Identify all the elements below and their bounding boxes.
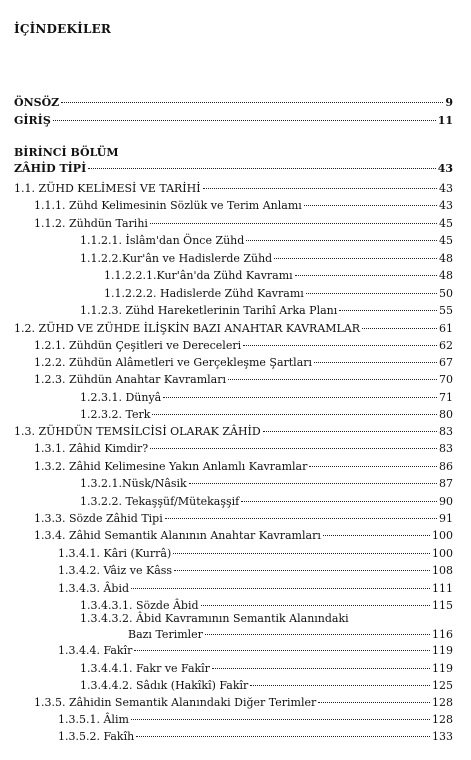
toc-leader-dots <box>295 265 437 276</box>
toc-page-number: 43 <box>439 182 453 195</box>
toc-entry-text: 1.3. ZÜHDÜN TEMSİLCİSİ OLARAK ZÂHİD <box>14 425 261 438</box>
toc-leader-dots <box>131 709 430 720</box>
toc-page-number: 133 <box>432 730 453 743</box>
toc-page-number: 62 <box>439 339 453 352</box>
toc-entry-text: 1.1.2.2.Kur'ân ve Hadislerde Zühd <box>80 252 273 265</box>
toc-entry-text: 1.3.4.4.2. Sâdık (Hakîkî) Fakîr <box>80 679 249 692</box>
toc-entry[interactable] <box>14 161 453 175</box>
toc-page-number: 125 <box>432 679 453 692</box>
toc-entry-giris[interactable] <box>14 113 453 127</box>
toc-entry-text: 1.1.2.1. İslâm'dan Önce Zühd <box>80 234 245 247</box>
toc-leader-dots <box>165 508 437 519</box>
toc-entry-text: 1.3.5. Zâhidin Semantik Alanındaki Diğer Terimler <box>34 696 317 709</box>
toc-page-number: 116 <box>432 628 453 641</box>
toc-leader-dots <box>61 92 443 103</box>
toc-leader-dots <box>314 352 437 363</box>
toc-entry-text: 1.1.2.3. Zühd Hareketlerinin Tarihî Arka Planı <box>80 304 338 317</box>
toc-entry[interactable] <box>34 459 453 473</box>
toc-leader-dots <box>362 318 437 329</box>
toc-entry-text: 1.1.1. Zühd Kelimesinin Sözlük ve Terim Anlamı <box>34 199 302 212</box>
toc-page-number: 80 <box>439 408 453 421</box>
toc-entry-text: 1.3.4.1. Kâri (Kurrâ) <box>58 547 172 560</box>
toc-page-number: 90 <box>439 495 453 508</box>
toc-entry[interactable] <box>80 233 453 247</box>
toc-entry-text: ZÂHİD TİPİ <box>14 162 87 175</box>
toc-page-number: 87 <box>439 477 453 490</box>
toc-entry[interactable] <box>14 181 453 195</box>
toc-entry[interactable] <box>58 712 453 726</box>
toc-leader-dots <box>134 640 430 651</box>
toc-page-number: 115 <box>432 599 453 612</box>
toc-entry[interactable] <box>34 338 453 352</box>
toc-page-number: 61 <box>439 322 453 335</box>
toc-entry[interactable] <box>80 303 453 317</box>
toc-entry-text: 1.3.4. Zâhid Semantik Alanının Anahtar Kavramları <box>34 529 321 542</box>
toc-page-number: 45 <box>439 234 453 247</box>
toc-entry-continuation: Bazı Terimler <box>128 628 203 641</box>
toc-entry-text: 1.3.4.4.1. Fakr ve Fakîr <box>80 662 210 675</box>
toc-entry[interactable] <box>58 643 453 657</box>
toc-entry[interactable] <box>34 198 453 212</box>
toc-entry[interactable] <box>104 268 453 282</box>
toc-page-number: 83 <box>439 442 453 455</box>
toc-entry-text: 1.3.4.4. Fakîr <box>58 644 133 657</box>
toc-entry[interactable] <box>58 546 453 560</box>
toc-page-number: 11 <box>437 114 453 127</box>
toc-entry[interactable] <box>34 216 453 230</box>
toc-leader-dots <box>53 110 436 121</box>
toc-leader-dots <box>201 595 430 606</box>
toc-leader-dots <box>323 525 430 536</box>
toc-page-number: 9 <box>445 96 453 109</box>
toc-leader-dots <box>136 726 430 737</box>
toc-page-number: 71 <box>439 391 453 404</box>
toc-leader-dots <box>152 404 437 415</box>
toc-leader-dots <box>88 158 435 169</box>
toc-page-number: 55 <box>439 304 453 317</box>
toc-entry-text: 1.1. ZÜHD KELİMESİ VE TARİHİ <box>14 182 201 195</box>
toc-entry[interactable] <box>34 528 453 542</box>
toc-page-number: 100 <box>432 529 453 542</box>
toc-page-number: 128 <box>432 713 453 726</box>
toc-leader-dots <box>150 438 437 449</box>
toc-entry-text: 1.2.2. Zühdün Alâmetleri ve Gerçekleşme Şartları <box>34 356 313 369</box>
toc-entry[interactable] <box>58 581 453 595</box>
toc-entry[interactable] <box>80 678 453 692</box>
toc-leader-dots <box>228 369 437 380</box>
part-heading: BİRİNCİ BÖLÜM <box>14 146 119 159</box>
toc-leader-dots <box>263 421 437 432</box>
toc-leader-dots <box>274 248 437 259</box>
toc-entry-text: 1.2.1. Zühdün Çeşitleri ve Dereceleri <box>34 339 242 352</box>
toc-entry[interactable] <box>80 598 453 612</box>
toc-leader-dots <box>246 230 437 241</box>
toc-entry[interactable] <box>104 286 453 300</box>
toc-leader-dots <box>189 473 437 484</box>
toc-entry-text: ÖNSÖZ <box>14 96 60 109</box>
toc-leader-dots <box>250 675 430 686</box>
toc-page-number: 45 <box>439 217 453 230</box>
toc-leader-dots <box>163 387 437 398</box>
toc-leader-dots <box>318 692 430 703</box>
toc-entry-text: 1.2. ZÜHD VE ZÜHDE İLİŞKİN BAZI ANAHTAR KAVRAMLAR <box>14 322 361 335</box>
toc-entry-text: 1.3.5.1. Âlim <box>58 713 129 726</box>
toc-entry-text: 1.3.4.3.2. Âbid Kavramının Semantik Alanındaki <box>80 612 349 625</box>
toc-entry-text: 1.3.1. Zâhid Kimdir? <box>34 442 149 455</box>
page-title: İÇİNDEKİLER <box>14 22 112 36</box>
toc-leader-dots <box>174 560 430 571</box>
toc-page-number: 91 <box>439 512 453 525</box>
toc-entry[interactable] <box>34 355 453 369</box>
toc-entry[interactable] <box>14 424 453 438</box>
toc-entry[interactable] <box>80 476 453 490</box>
toc-entry-text: 1.3.5.2. Fakîh <box>58 730 135 743</box>
toc-page-number: 100 <box>432 547 453 560</box>
toc-entry[interactable] <box>80 612 453 641</box>
toc-entry[interactable] <box>34 695 453 709</box>
toc-entry-text: 1.3.4.3. Âbid <box>58 582 130 595</box>
toc-entry[interactable] <box>58 729 453 743</box>
toc-leader-dots <box>339 300 437 311</box>
toc-entry[interactable] <box>34 441 453 455</box>
toc-page-number: 67 <box>439 356 453 369</box>
toc-entry-text: 1.2.3.2. Terk <box>80 408 151 421</box>
toc-entry-text: GİRİŞ <box>14 114 51 127</box>
toc-entry-onsoz[interactable] <box>14 95 453 109</box>
toc-page-number: 119 <box>432 662 453 675</box>
toc-entry[interactable] <box>80 390 453 404</box>
toc-page-number: 43 <box>439 199 453 212</box>
toc-leader-dots <box>309 456 437 467</box>
toc-leader-dots <box>212 658 430 669</box>
toc-entry[interactable] <box>80 407 453 421</box>
toc-leader-dots <box>205 624 430 635</box>
toc-entry-text: 1.3.3. Sözde Zâhid Tipi <box>34 512 163 525</box>
toc-entry-text: 1.3.2. Zâhid Kelimesine Yakın Anlamlı Kavramlar <box>34 460 308 473</box>
toc-page-number: 48 <box>439 269 453 282</box>
toc-entry-text: 1.1.2. Zühdün Tarihi <box>34 217 148 230</box>
toc-entry-text: 1.3.2.2. Tekaşşüf/Mütekaşşif <box>80 495 240 508</box>
toc-entry-text: 1.1.2.2.2. Hadislerde Zühd Kavramı <box>104 287 304 300</box>
toc-leader-dots <box>241 491 437 502</box>
toc-entry[interactable] <box>34 511 453 525</box>
toc-page-number: 111 <box>432 582 453 595</box>
toc-page-number: 108 <box>432 564 453 577</box>
toc-leader-dots <box>131 578 430 589</box>
toc-page-number: 70 <box>439 373 453 386</box>
toc-page-number: 119 <box>432 644 453 657</box>
toc-page-number: 128 <box>432 696 453 709</box>
toc-page-number: 83 <box>439 425 453 438</box>
toc-page-number: 48 <box>439 252 453 265</box>
toc-entry-text: 1.3.2.1.Nüsk/Nâsik <box>80 477 187 490</box>
toc-leader-dots <box>173 543 430 554</box>
toc-leader-dots <box>243 335 437 346</box>
toc-leader-dots <box>304 195 437 206</box>
toc-leader-dots <box>150 213 437 224</box>
toc-entry-text: 1.1.2.2.1.Kur'ân'da Zühd Kavramı <box>104 269 293 282</box>
toc-leader-dots <box>306 283 437 294</box>
toc-page-number: 50 <box>439 287 453 300</box>
toc-entry-text: 1.3.4.3.1. Sözde Âbid <box>80 599 199 612</box>
toc-page-number: 43 <box>437 162 453 175</box>
toc-leader-dots <box>203 178 437 189</box>
toc-entry[interactable] <box>34 372 453 386</box>
toc-entry-text: 1.2.3. Zühdün Anahtar Kavramları <box>34 373 226 386</box>
toc-page-number: 86 <box>439 460 453 473</box>
toc-entry-text: 1.2.3.1. Dünyâ <box>80 391 162 404</box>
toc-entry[interactable] <box>80 251 453 265</box>
toc-entry-text: 1.3.4.2. Vâiz ve Kâss <box>58 564 173 577</box>
toc-entry[interactable] <box>58 563 453 577</box>
toc-entry[interactable] <box>14 321 453 335</box>
toc-entry[interactable] <box>80 494 453 508</box>
toc-entry[interactable] <box>80 661 453 675</box>
